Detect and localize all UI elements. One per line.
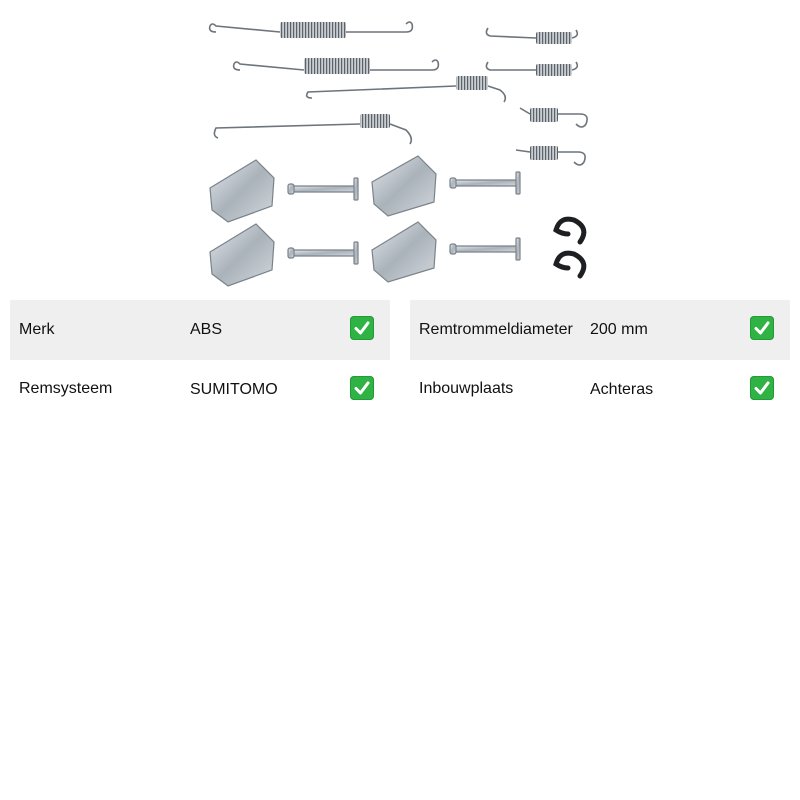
spec-row-remsysteem: [10, 360, 390, 420]
spec-row-remtrommeldiameter: [410, 300, 790, 360]
check-icon: [350, 376, 374, 400]
spec-table-right: [410, 300, 790, 420]
brake-shoe-fitting-kit-icon: [200, 10, 600, 290]
check-icon: [750, 316, 774, 340]
check-icon: [750, 376, 774, 400]
spec-label: Remtrommeldiameter: [419, 321, 573, 338]
spec-value: 200 mm: [590, 321, 648, 338]
spec-value: ABS: [190, 321, 223, 338]
spec-row-merk: [10, 300, 390, 360]
product-image: [200, 10, 600, 290]
spec-label: Inbouwplaats: [419, 380, 514, 397]
check-icon: [350, 316, 374, 340]
spec-table-left: [10, 300, 390, 420]
spec-label: Remsysteem: [19, 380, 113, 397]
spec-label: Merk: [19, 321, 55, 338]
spec-value: SUMITOMO: [190, 381, 278, 398]
spec-value: Achteras: [590, 381, 654, 398]
spec-row-inbouwplaats: [410, 360, 790, 420]
